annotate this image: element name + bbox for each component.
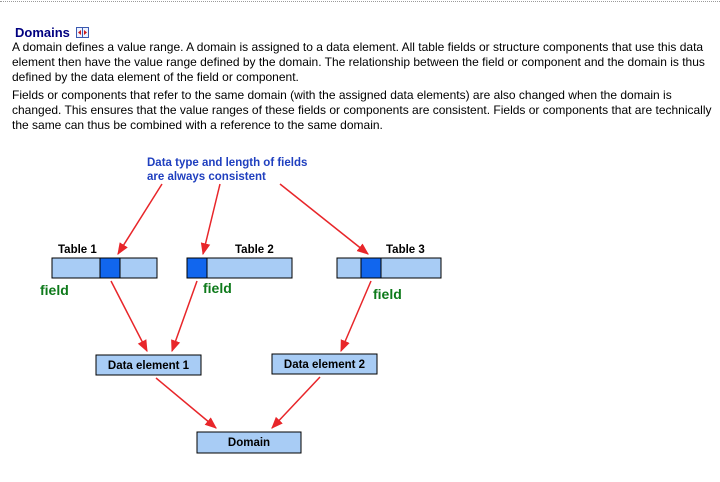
table-3 [337, 258, 441, 278]
arrow-note-to-field-3 [280, 184, 368, 254]
arrow-note-to-field-1 [118, 184, 162, 254]
field-arrows [111, 281, 371, 351]
table-3-field [361, 258, 381, 278]
table-2-label: Table 2 [235, 244, 274, 256]
paragraph-domain-consistency: Fields or components that refer to the same domain (with the assigned data elements) are also changed when the domain is changed. This ensures that the value ranges of these fields or components are consistent. Fields or components that are technically the same can thus be combined with a reference to the same domain. [12, 88, 712, 132]
arrow-note-to-field-2 [203, 184, 220, 254]
domain-arrows [156, 377, 320, 428]
arrow-field-3-to-data-element-2 [341, 281, 371, 351]
domain-label: Domain [227, 437, 271, 449]
table-3-body [337, 258, 441, 278]
field-label-3: field [373, 286, 402, 302]
table-1 [52, 258, 157, 278]
table-2 [187, 258, 292, 278]
field-label-2: field [203, 280, 232, 296]
table-3-label: Table 3 [386, 244, 425, 256]
arrow-data-element-2-to-domain [272, 377, 320, 428]
data-element-1 [96, 355, 201, 375]
arrow-field-2-to-data-element-1 [172, 281, 197, 351]
section-title: Domains [15, 24, 70, 40]
table-1-field [100, 258, 120, 278]
arrow-data-element-1-to-domain [156, 378, 216, 428]
consistency-note-line-2: are always consistent [147, 171, 266, 183]
arrow-field-1-to-data-element-1 [111, 281, 147, 351]
domain-node [197, 432, 301, 453]
data-element-2-label: Data element 2 [283, 359, 366, 371]
table-2-field [187, 258, 207, 278]
paragraph-domain-definition: A domain defines a value range. A domain is assigned to a data element. All table fields or structure components that use this data element then have the value range defined by the domain. The relationship between the field or component and the domain is thus defined by the data element of the field or component. [12, 40, 705, 84]
field-label-1: field [40, 282, 69, 298]
data-element-2 [272, 354, 377, 374]
table-1-label: Table 1 [58, 244, 97, 256]
data-element-1-label: Data element 1 [107, 360, 190, 372]
consistency-note-line-1: Data type and length of fields [147, 157, 308, 169]
